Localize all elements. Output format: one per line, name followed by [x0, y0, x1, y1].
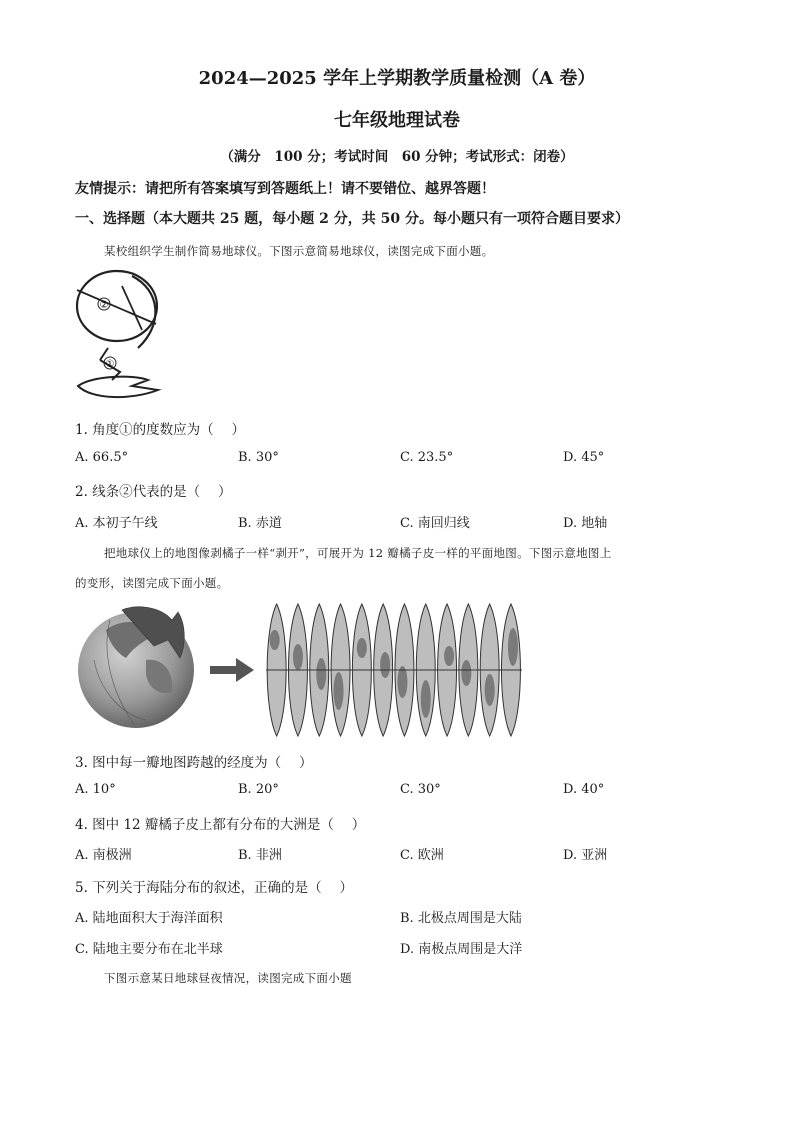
- map-landmass: [270, 630, 280, 650]
- question-1-option-a[interactable]: A. 66.5°: [75, 450, 129, 465]
- question-2-stem: 2. 线条②代表的是（ ）: [75, 484, 232, 500]
- question-4-option-c[interactable]: C. 欧洲: [400, 848, 444, 863]
- notice: 友情提示：请把所有答案填写到答题纸上！请不要错位、越界答题！: [75, 181, 495, 197]
- map-landmass: [485, 674, 495, 706]
- map-landmass: [421, 680, 431, 718]
- question-3-option-c[interactable]: C. 30°: [400, 782, 441, 797]
- map-landmass: [334, 672, 344, 710]
- map-landmass: [380, 652, 390, 678]
- question-3-stem: 3. 图中每一瓣地图跨越的经度为（ ）: [75, 755, 313, 771]
- question-2-option-a[interactable]: A. 本初子午线: [75, 516, 158, 531]
- question-5-option-a[interactable]: A. 陆地面积大于海洋面积: [75, 911, 223, 926]
- question-3-option-a[interactable]: A. 10°: [75, 782, 116, 797]
- map-landmass: [508, 628, 518, 666]
- map-landmass: [461, 660, 471, 686]
- intro-globe: 某校组织学生制作简易地球仪。下图示意简易地球仪，读图完成下面小题。: [104, 244, 494, 258]
- question-3-option-b[interactable]: B. 20°: [238, 782, 279, 797]
- globe-peel-figure: [76, 600, 526, 742]
- peeled-globe-image: [78, 607, 194, 728]
- globe-label-1: ①: [105, 359, 115, 370]
- question-5-option-b[interactable]: B. 北极点周围是大陆: [400, 911, 522, 926]
- simple-globe-figure: [72, 268, 182, 408]
- question-4-option-a[interactable]: A. 南极洲: [75, 848, 132, 863]
- map-landmass: [357, 638, 367, 658]
- question-2-option-c[interactable]: C. 南回归线: [400, 516, 470, 531]
- map-landmass: [444, 646, 454, 666]
- section-heading: 一、选择题（本大题共 25 题，每小题 2 分，共 50 分。每小题只有一项符合题目要求）: [75, 211, 629, 227]
- map-landmass: [293, 644, 303, 670]
- question-1-stem: 1. 角度①的度数应为（ ）: [75, 422, 245, 438]
- question-3-option-d[interactable]: D. 40°: [563, 782, 605, 797]
- map-landmass: [316, 658, 326, 690]
- arrow-icon: [210, 658, 254, 682]
- question-1-option-b[interactable]: B. 30°: [238, 450, 279, 465]
- intro-day-night: 下图示意某日地球昼夜情况，读图完成下面小题: [104, 971, 352, 985]
- map-landmass: [397, 666, 407, 698]
- question-2-option-b[interactable]: B. 赤道: [238, 516, 282, 531]
- question-4-option-d[interactable]: D. 亚洲: [563, 848, 608, 863]
- question-1-option-c[interactable]: C. 23.5°: [400, 450, 454, 465]
- exam-title: 2024—2025 学年上学期教学质量检测（A 卷）: [198, 68, 596, 89]
- exam-subtitle: 七年级地理试卷: [334, 110, 460, 131]
- exam-info: （满分 100 分；考试时间 60 分钟；考试形式：闭卷）: [220, 149, 574, 165]
- intro-map-peel-line1: 把地球仪上的地图像剥橘子一样“剥开”，可展开为 12 瓣橘子皮一样的平面地图。下图示意地图上: [104, 546, 612, 560]
- question-5-stem: 5. 下列关于海陆分布的叙述，正确的是（ ）: [75, 880, 353, 896]
- intro-map-peel-line2: 的变形，读图完成下面小题。: [75, 576, 229, 590]
- question-5-option-c[interactable]: C. 陆地主要分布在北半球: [75, 942, 223, 957]
- question-5-option-d[interactable]: D. 南极点周围是大洋: [400, 942, 523, 957]
- question-2-option-d[interactable]: D. 地轴: [563, 516, 608, 531]
- globe-label-2: ②: [99, 300, 109, 311]
- question-1-option-d[interactable]: D. 45°: [563, 450, 605, 465]
- question-4-stem: 4. 图中 12 瓣橘子皮上都有分布的大洲是（ ）: [75, 817, 366, 833]
- question-4-option-b[interactable]: B. 非洲: [238, 848, 282, 863]
